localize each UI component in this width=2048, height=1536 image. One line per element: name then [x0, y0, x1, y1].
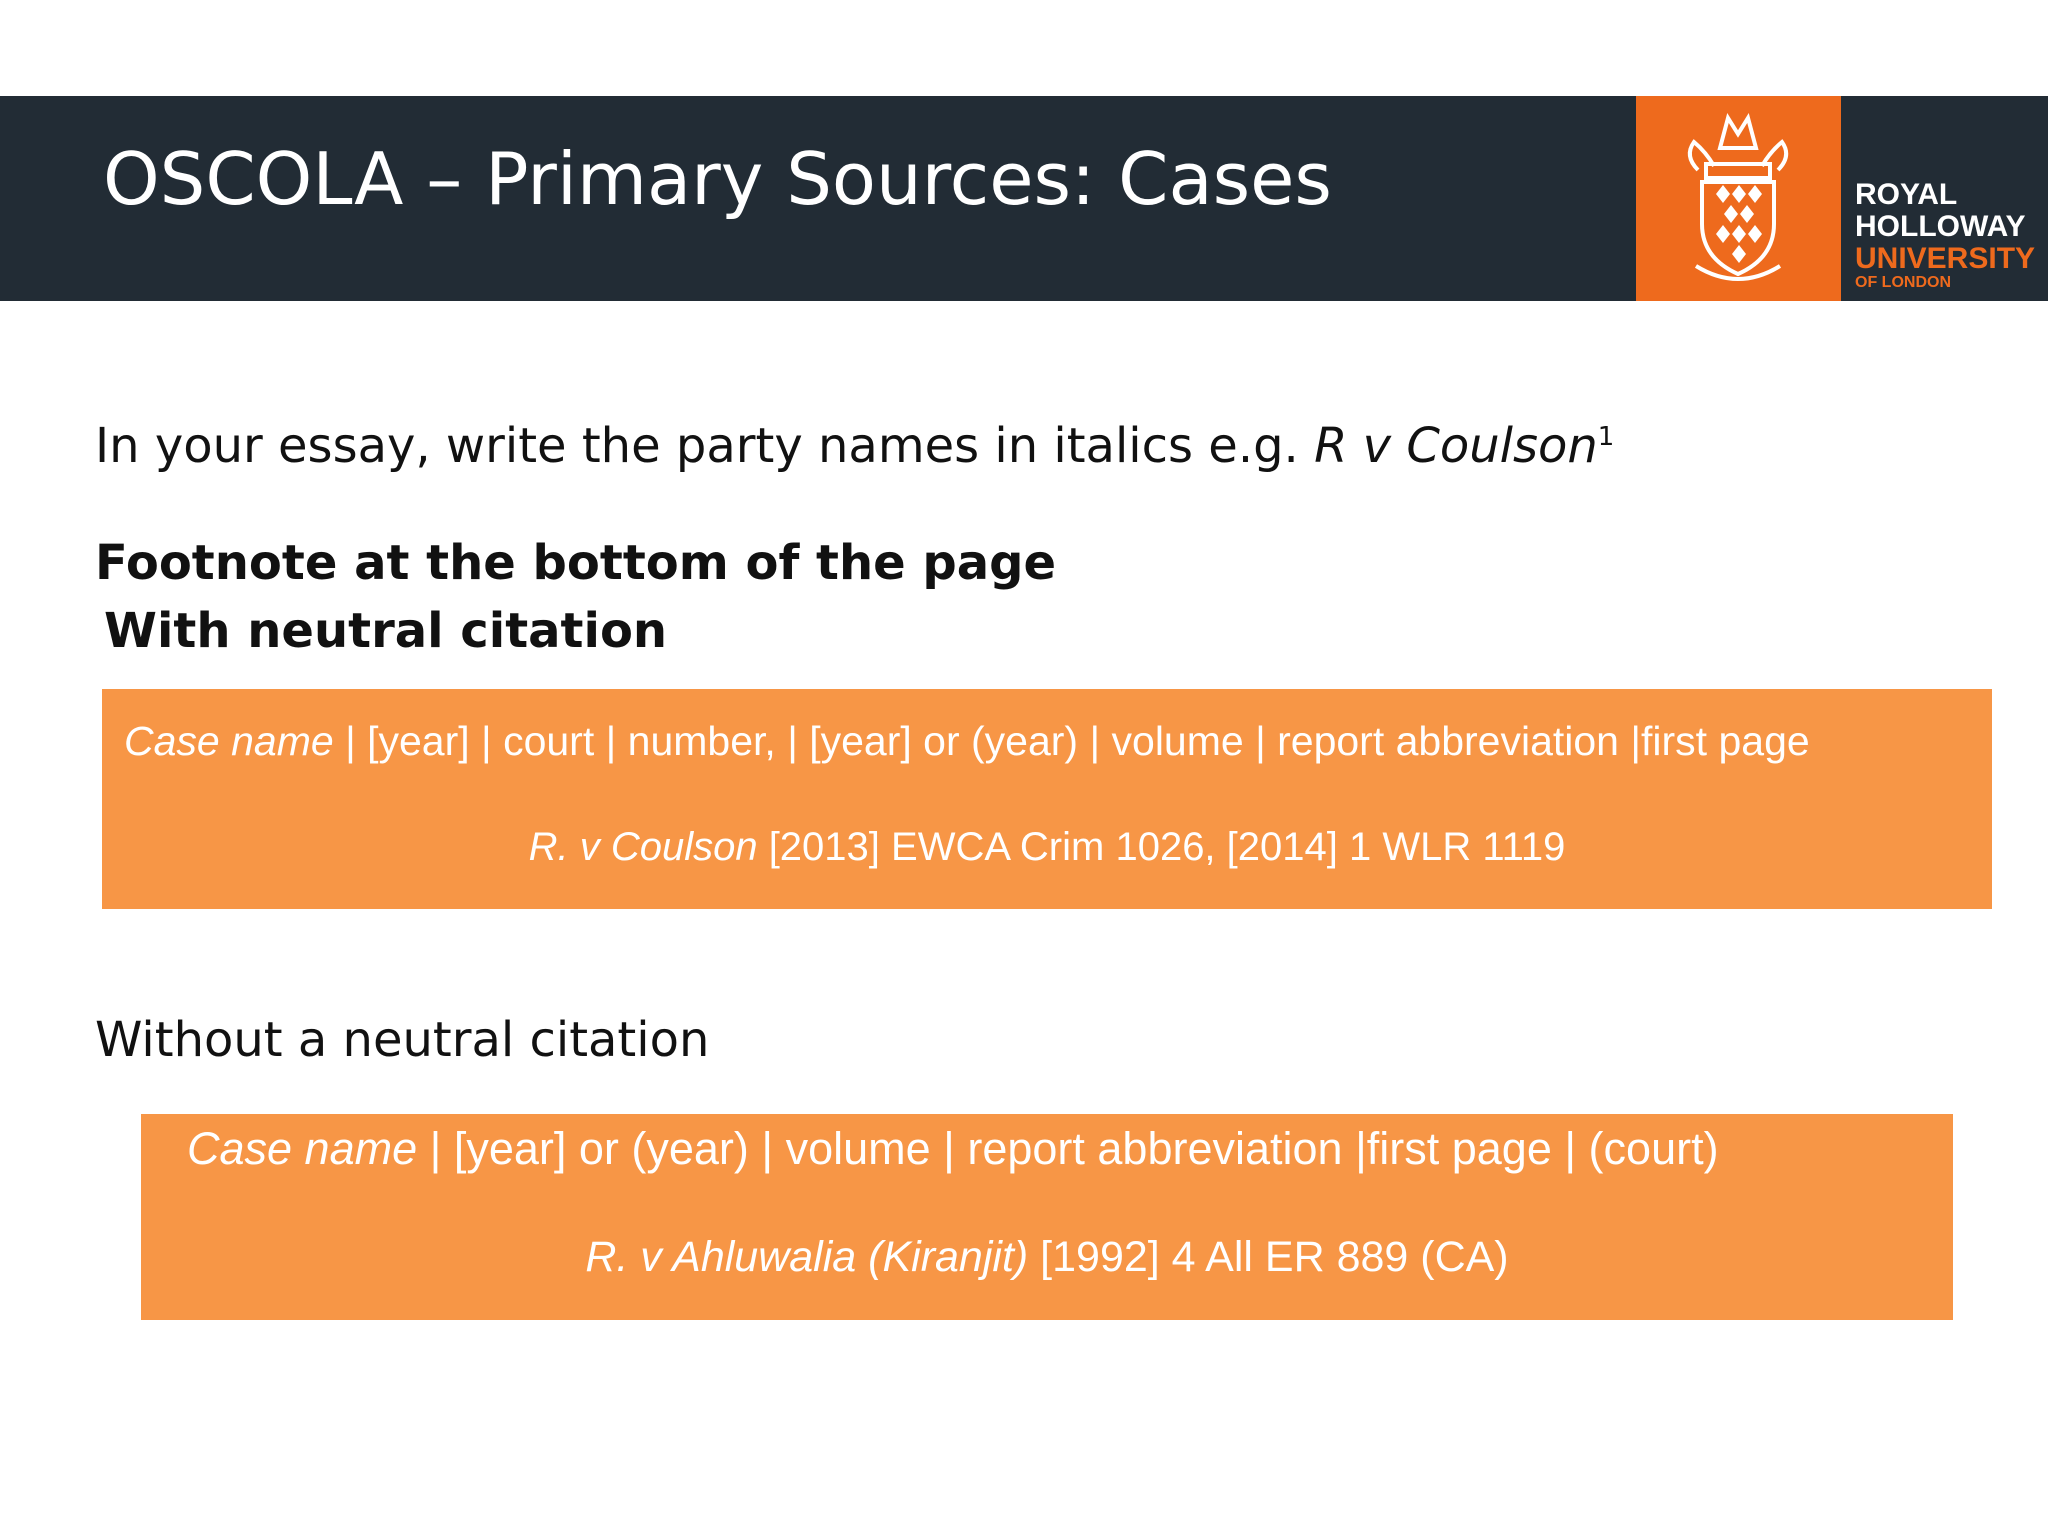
- crest-icon: [1676, 108, 1800, 290]
- footnote-marker: 1: [1597, 422, 1615, 452]
- example-case-name: R. v Ahluwalia (Kiranjit): [585, 1233, 1029, 1281]
- logo-text-university: UNIVERSITY: [1855, 242, 2036, 275]
- intro-text: In your essay, write the party names in italics e.g.: [95, 418, 1315, 474]
- logo-text-holloway: HOLLOWAY: [1855, 210, 2026, 243]
- citation-example: [141, 1234, 1953, 1281]
- neutral-citation-box: [102, 689, 1992, 909]
- no-neutral-citation-box: [141, 1114, 1953, 1320]
- pattern-case-name: Case name: [187, 1123, 418, 1174]
- logo-text-of-london: OF LONDON: [1855, 274, 1951, 291]
- no-neutral-citation-heading: Without a neutral citation: [95, 1012, 710, 1068]
- example-case-name: R. v Coulson: [528, 825, 758, 869]
- citation-pattern: [124, 719, 1810, 764]
- logo-text-royal: ROYAL: [1855, 178, 1958, 211]
- university-crest-logo: [1636, 96, 1841, 301]
- pattern-components: | [year] or (year) | volume | report abbreviation |first page | (court): [417, 1123, 1719, 1174]
- intro-paragraph: [95, 420, 1614, 473]
- citation-pattern: [187, 1124, 1719, 1174]
- pattern-components: | [year] | court | number, | [year] or (year) | volume | report abbreviation |first page: [333, 718, 1810, 764]
- slide-title: OSCOLA – Primary Sources: Cases: [103, 137, 1332, 221]
- example-reference: [2013] EWCA Crim 1026, [2014] 1 WLR 1119: [757, 825, 1566, 869]
- example-reference: [1992] 4 All ER 889 (CA): [1028, 1233, 1509, 1281]
- pattern-case-name: Case name: [124, 718, 334, 764]
- citation-example: [102, 825, 1992, 869]
- footnote-heading: Footnote at the bottom of the page: [95, 535, 1057, 591]
- university-wordmark: [1841, 96, 2048, 301]
- neutral-citation-heading: With neutral citation: [104, 603, 668, 659]
- intro-example-case: R v Coulson: [1314, 418, 1598, 474]
